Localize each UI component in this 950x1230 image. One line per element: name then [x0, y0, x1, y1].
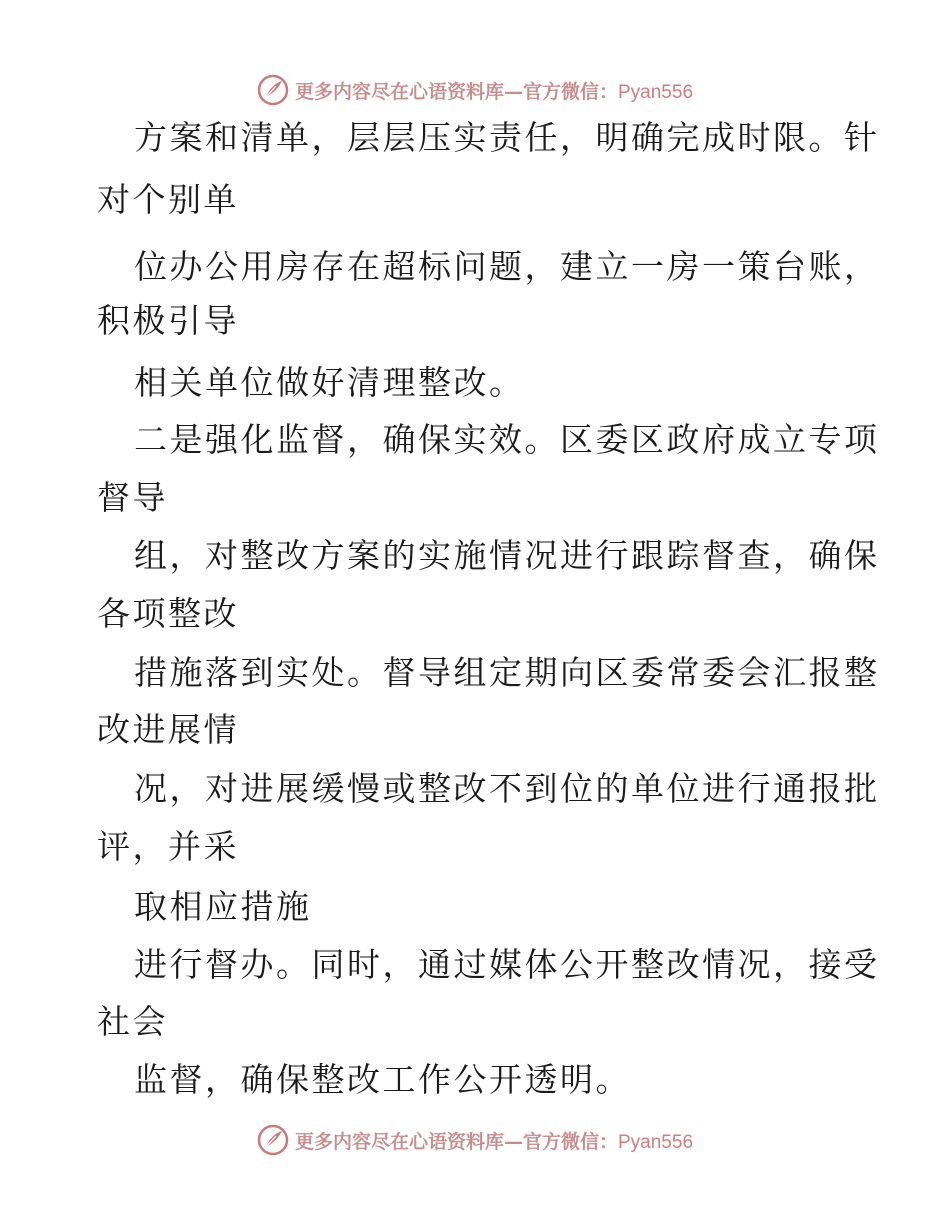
text-line: 评，并采 — [97, 827, 239, 866]
watermark-text: 更多内容尽在心语资料库—官方微信：Pyan556 — [294, 80, 694, 103]
text-line: 二是强化监督，确保实效。区委区政府成立专项 — [134, 420, 880, 459]
text-line: 对个别单 — [97, 180, 239, 219]
footer-watermark — [0, 1120, 950, 1160]
text-line: 督导 — [97, 478, 168, 517]
text-line: 改进展情 — [97, 710, 239, 749]
text-line: 位办公用房存在超标问题，建立一房一策台账， — [134, 247, 880, 286]
text-line: 组，对整改方案的实施情况进行跟踪督查，确保 — [134, 536, 880, 575]
watermark-text: 更多内容尽在心语资料库—官方微信：Pyan556 — [294, 1130, 694, 1153]
text-line: 监督，确保整改工作公开透明。 — [134, 1060, 631, 1099]
feather-pen-logo-icon — [257, 1124, 289, 1156]
text-line: 取相应措施 — [134, 887, 312, 926]
text-line: 相关单位做好清理整改。 — [134, 363, 525, 402]
text-line: 进行督办。同时，通过媒体公开整改情况，接受 — [134, 945, 880, 984]
text-line: 积极引导 — [97, 301, 239, 340]
feather-pen-logo-icon — [257, 74, 289, 106]
text-line: 况，对进展缓慢或整改不到位的单位进行通报批 — [134, 769, 880, 808]
header-watermark — [0, 70, 950, 110]
text-line: 各项整改 — [97, 594, 239, 633]
text-line: 措施落到实处。督导组定期向区委常委会汇报整 — [134, 653, 880, 692]
text-line: 方案和清单，层层压实责任，明确完成时限。针 — [134, 118, 880, 157]
text-line: 社会 — [97, 1002, 168, 1041]
